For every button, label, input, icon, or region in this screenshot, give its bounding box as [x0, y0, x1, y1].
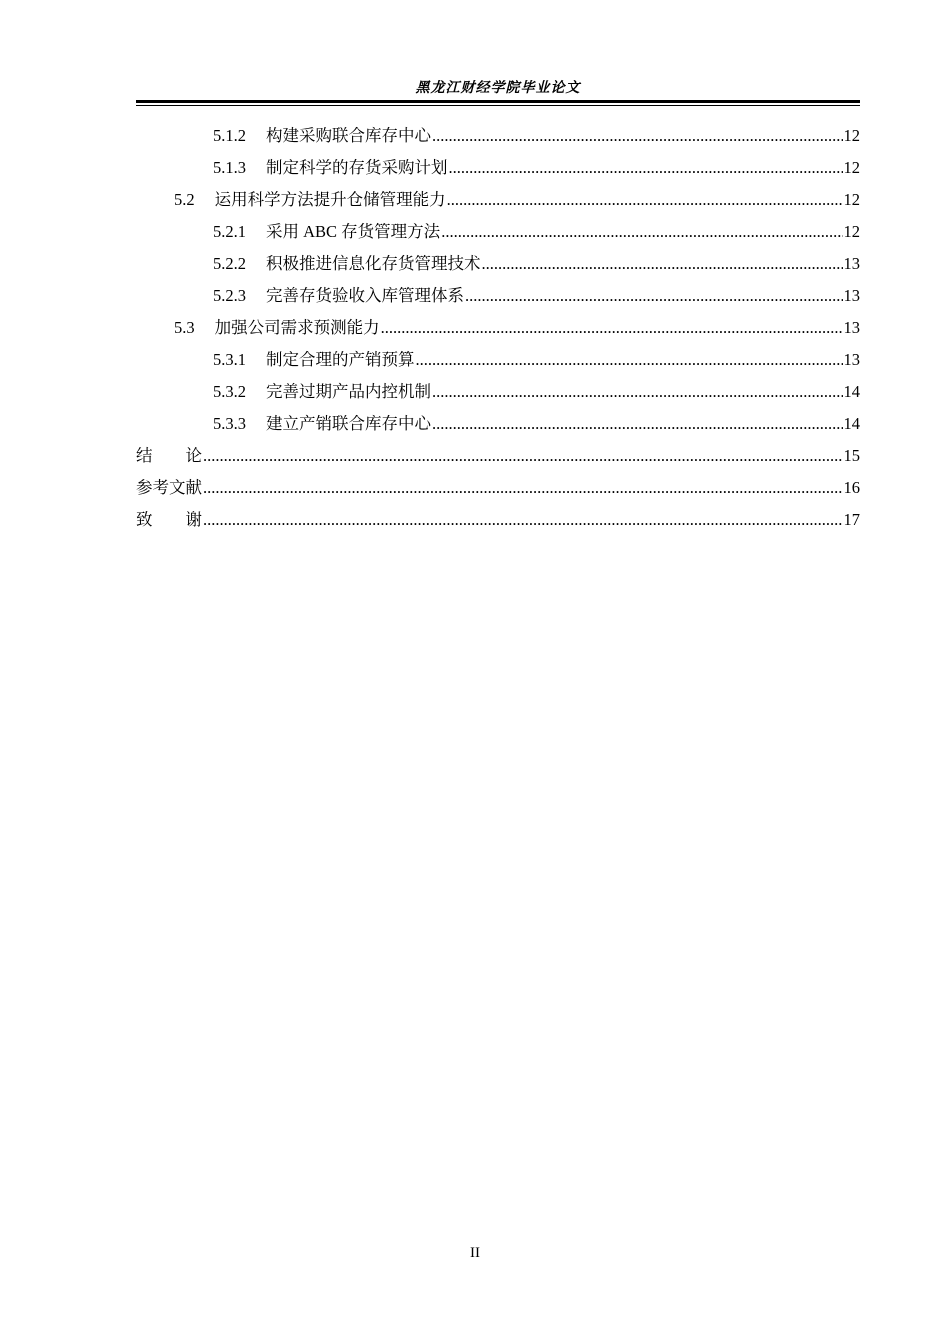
toc-entry-title: 制定科学的存货采购计划	[266, 158, 448, 177]
table-of-contents	[136, 120, 860, 536]
toc-entry-title: 采用 ABC 存货管理方法	[266, 222, 441, 241]
toc-entry-title: 加强公司需求预测能力	[214, 318, 380, 337]
toc-entry-page: 13	[843, 318, 860, 337]
toc-entry-page: 13	[843, 254, 860, 273]
toc-entry[interactable]	[136, 152, 860, 184]
toc-dot-leader	[203, 504, 843, 536]
toc-entry-number: 5.3.1	[213, 350, 246, 369]
toc-entry-number: 5.3.2	[213, 382, 246, 401]
toc-dot-leader	[416, 344, 843, 376]
toc-entry-page: 17	[843, 510, 860, 529]
toc-dot-leader	[441, 216, 842, 248]
toc-entry-page: 14	[843, 414, 860, 433]
toc-entry-title: 构建采购联合库存中心	[266, 126, 431, 145]
toc-entry-page: 12	[843, 190, 860, 209]
toc-entry-references[interactable]	[136, 472, 860, 504]
toc-entry-title: 运用科学方法提升仓储管理能力	[214, 190, 446, 209]
header-rule-thin	[136, 105, 860, 106]
toc-dot-leader	[203, 440, 843, 472]
toc-entry-title: 致 谢	[136, 510, 202, 529]
toc-dot-leader	[482, 248, 843, 280]
toc-dot-leader	[432, 408, 843, 440]
toc-entry[interactable]	[136, 280, 860, 312]
toc-dot-leader	[381, 312, 843, 344]
toc-entry-page: 13	[843, 350, 860, 369]
toc-entry-page: 13	[843, 286, 860, 305]
toc-dot-leader	[447, 184, 843, 216]
toc-entry-number: 5.1.3	[213, 158, 246, 177]
toc-entry[interactable]	[136, 216, 860, 248]
page-header-title: 黑龙江财经学院毕业论文	[415, 81, 581, 96]
toc-entry-title: 积极推进信息化存货管理技术	[266, 254, 481, 273]
toc-entry[interactable]	[136, 344, 860, 376]
toc-entry-page: 16	[843, 478, 860, 497]
toc-entry-number: 5.2	[174, 190, 195, 209]
toc-entry-page: 12	[843, 158, 860, 177]
toc-dot-leader	[432, 376, 843, 408]
toc-entry-title: 建立产销联合库存中心	[266, 414, 431, 433]
toc-entry-number: 5.2.2	[213, 254, 246, 273]
header-rule-thick	[136, 100, 860, 103]
toc-dot-leader	[432, 120, 843, 152]
toc-entry-page: 14	[843, 382, 860, 401]
toc-entry-page: 12	[843, 126, 860, 145]
toc-dot-leader	[449, 152, 843, 184]
toc-entry[interactable]	[136, 376, 860, 408]
toc-entry-title: 制定合理的产销预算	[266, 350, 415, 369]
toc-entry-number: 5.3	[174, 318, 195, 337]
toc-entry-conclusion[interactable]	[136, 440, 860, 472]
footer-page-number: II	[470, 1245, 480, 1261]
toc-entry[interactable]	[136, 184, 860, 216]
toc-entry-title: 完善过期产品内控机制	[266, 382, 431, 401]
toc-entry-page: 15	[843, 446, 860, 465]
toc-entry-number: 5.2.1	[213, 222, 246, 241]
toc-entry[interactable]	[136, 312, 860, 344]
toc-entry-number: 5.3.3	[213, 414, 246, 433]
toc-entry-number: 5.1.2	[213, 126, 246, 145]
toc-entry-title: 完善存货验收入库管理体系	[266, 286, 464, 305]
toc-entry-acknowledgements[interactable]	[136, 504, 860, 536]
toc-entry-number: 5.2.3	[213, 286, 246, 305]
toc-entry-page: 12	[843, 222, 860, 241]
toc-entry-title: 参考文献	[136, 478, 202, 497]
toc-dot-leader	[465, 280, 843, 312]
toc-entry[interactable]	[136, 408, 860, 440]
toc-entry[interactable]	[136, 248, 860, 280]
toc-entry-title: 结 论	[136, 446, 202, 465]
toc-entry[interactable]	[136, 120, 860, 152]
toc-dot-leader	[203, 472, 843, 504]
